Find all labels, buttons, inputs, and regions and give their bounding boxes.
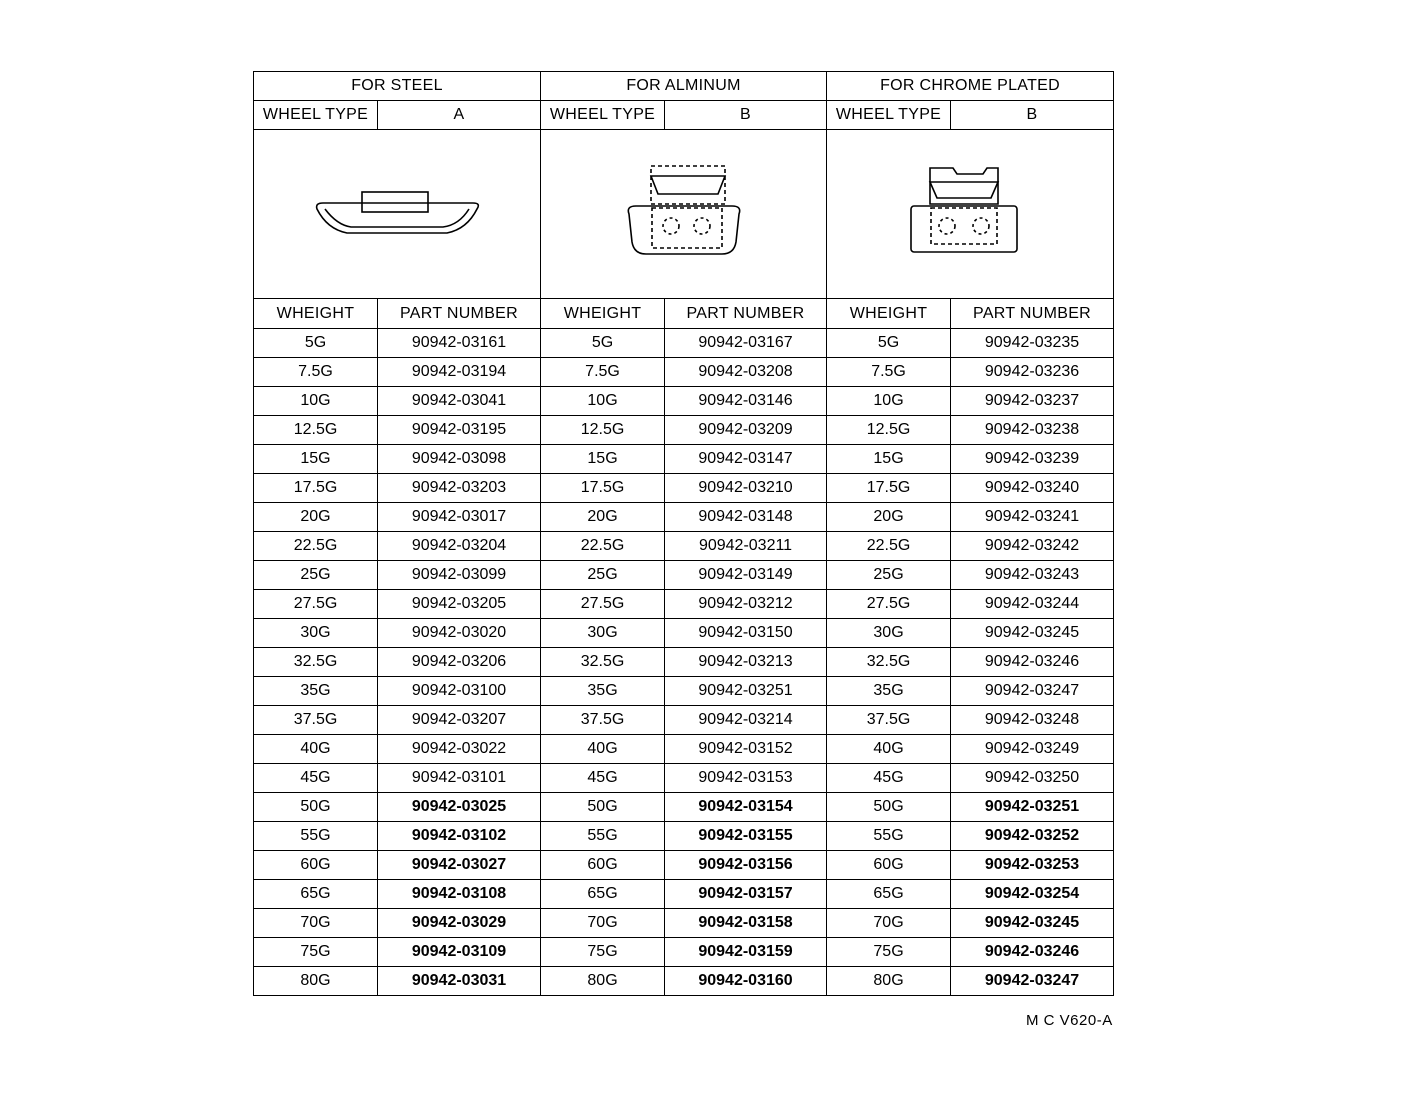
cell-weight-steel: 80G bbox=[254, 967, 378, 996]
cell-weight-steel: 12.5G bbox=[254, 416, 378, 445]
cell-weight-aluminum: 15G bbox=[541, 445, 665, 474]
cell-part-chrome: 90942-03243 bbox=[951, 561, 1114, 590]
cell-part-chrome: 90942-03235 bbox=[951, 329, 1114, 358]
cell-part-aluminum: 90942-03155 bbox=[665, 822, 827, 851]
cell-part-steel: 90942-03102 bbox=[378, 822, 541, 851]
table-row bbox=[254, 503, 1114, 532]
cell-part-chrome: 90942-03250 bbox=[951, 764, 1114, 793]
table-row bbox=[254, 909, 1114, 938]
cell-weight-chrome: 12.5G bbox=[827, 416, 951, 445]
cell-part-aluminum: 90942-03251 bbox=[665, 677, 827, 706]
figure-cell-chrome bbox=[827, 130, 1114, 299]
wheel-type-label-chrome: WHEEL TYPE bbox=[827, 101, 951, 130]
cell-part-chrome: 90942-03238 bbox=[951, 416, 1114, 445]
drawing-code: M C V620-A bbox=[1026, 1012, 1113, 1029]
cell-weight-aluminum: 75G bbox=[541, 938, 665, 967]
cell-weight-aluminum: 30G bbox=[541, 619, 665, 648]
cell-part-steel: 90942-03206 bbox=[378, 648, 541, 677]
cell-part-aluminum: 90942-03159 bbox=[665, 938, 827, 967]
cell-weight-steel: 17.5G bbox=[254, 474, 378, 503]
cell-part-chrome: 90942-03246 bbox=[951, 938, 1114, 967]
cell-weight-steel: 65G bbox=[254, 880, 378, 909]
cell-part-steel: 90942-03195 bbox=[378, 416, 541, 445]
cell-part-aluminum: 90942-03154 bbox=[665, 793, 827, 822]
cell-weight-aluminum: 27.5G bbox=[541, 590, 665, 619]
cell-weight-aluminum: 12.5G bbox=[541, 416, 665, 445]
cell-part-steel: 90942-03029 bbox=[378, 909, 541, 938]
chrome-clip-weight-figure bbox=[905, 164, 1035, 264]
cell-weight-chrome: 20G bbox=[827, 503, 951, 532]
cell-weight-chrome: 35G bbox=[827, 677, 951, 706]
cell-weight-aluminum: 55G bbox=[541, 822, 665, 851]
chrome-weight-hole-right bbox=[973, 218, 989, 234]
cell-weight-chrome: 15G bbox=[827, 445, 951, 474]
table-row bbox=[254, 561, 1114, 590]
cell-weight-chrome: 25G bbox=[827, 561, 951, 590]
cell-weight-steel: 15G bbox=[254, 445, 378, 474]
cell-weight-chrome: 17.5G bbox=[827, 474, 951, 503]
cell-part-chrome: 90942-03253 bbox=[951, 851, 1114, 880]
cell-part-steel: 90942-03098 bbox=[378, 445, 541, 474]
cell-weight-aluminum: 10G bbox=[541, 387, 665, 416]
cell-part-chrome: 90942-03252 bbox=[951, 822, 1114, 851]
cell-part-aluminum: 90942-03148 bbox=[665, 503, 827, 532]
cell-weight-chrome: 75G bbox=[827, 938, 951, 967]
cell-weight-chrome: 50G bbox=[827, 793, 951, 822]
col-header-part-aluminum: PART NUMBER bbox=[665, 299, 827, 329]
table-row bbox=[254, 793, 1114, 822]
table-row bbox=[254, 764, 1114, 793]
chrome-weight-hole-left bbox=[939, 218, 955, 234]
cell-weight-aluminum: 37.5G bbox=[541, 706, 665, 735]
chrome-weight-body bbox=[911, 206, 1017, 252]
cell-part-aluminum: 90942-03167 bbox=[665, 329, 827, 358]
cell-weight-chrome: 7.5G bbox=[827, 358, 951, 387]
table-row bbox=[254, 358, 1114, 387]
table-row bbox=[254, 532, 1114, 561]
cell-weight-steel: 22.5G bbox=[254, 532, 378, 561]
cell-part-chrome: 90942-03237 bbox=[951, 387, 1114, 416]
cell-part-aluminum: 90942-03147 bbox=[665, 445, 827, 474]
cell-weight-steel: 70G bbox=[254, 909, 378, 938]
cell-weight-chrome: 40G bbox=[827, 735, 951, 764]
cell-weight-steel: 75G bbox=[254, 938, 378, 967]
steel-weight-clip bbox=[362, 192, 428, 212]
col-header-part-steel: PART NUMBER bbox=[378, 299, 541, 329]
cell-weight-steel: 30G bbox=[254, 619, 378, 648]
cell-part-aluminum: 90942-03146 bbox=[665, 387, 827, 416]
cell-weight-aluminum: 22.5G bbox=[541, 532, 665, 561]
cell-weight-steel: 7.5G bbox=[254, 358, 378, 387]
cell-weight-chrome: 22.5G bbox=[827, 532, 951, 561]
cell-part-chrome: 90942-03254 bbox=[951, 880, 1114, 909]
cell-part-steel: 90942-03204 bbox=[378, 532, 541, 561]
cell-part-chrome: 90942-03244 bbox=[951, 590, 1114, 619]
cell-part-aluminum: 90942-03214 bbox=[665, 706, 827, 735]
figure-row bbox=[254, 130, 1114, 299]
cell-part-steel: 90942-03031 bbox=[378, 967, 541, 996]
table-row bbox=[254, 590, 1114, 619]
cell-part-chrome: 90942-03242 bbox=[951, 532, 1114, 561]
chrome-weight-pocket bbox=[931, 208, 997, 244]
table-row bbox=[254, 648, 1114, 677]
figure-cell-steel bbox=[254, 130, 541, 299]
cell-weight-aluminum: 50G bbox=[541, 793, 665, 822]
alloy-weight-clip bbox=[651, 166, 725, 204]
cell-part-chrome: 90942-03247 bbox=[951, 967, 1114, 996]
cell-part-chrome: 90942-03248 bbox=[951, 706, 1114, 735]
cell-part-steel: 90942-03101 bbox=[378, 764, 541, 793]
cell-weight-aluminum: 20G bbox=[541, 503, 665, 532]
cell-part-chrome: 90942-03236 bbox=[951, 358, 1114, 387]
cell-weight-aluminum: 40G bbox=[541, 735, 665, 764]
cell-weight-steel: 5G bbox=[254, 329, 378, 358]
cell-weight-chrome: 65G bbox=[827, 880, 951, 909]
table-row bbox=[254, 416, 1114, 445]
alloy-weight-hole-left bbox=[663, 218, 679, 234]
cell-part-aluminum: 90942-03209 bbox=[665, 416, 827, 445]
alloy-weight-body bbox=[628, 206, 739, 254]
cell-weight-chrome: 55G bbox=[827, 822, 951, 851]
cell-weight-chrome: 30G bbox=[827, 619, 951, 648]
cell-weight-aluminum: 60G bbox=[541, 851, 665, 880]
cell-weight-aluminum: 80G bbox=[541, 967, 665, 996]
cell-part-aluminum: 90942-03208 bbox=[665, 358, 827, 387]
cell-part-steel: 90942-03020 bbox=[378, 619, 541, 648]
cell-weight-chrome: 5G bbox=[827, 329, 951, 358]
table-row bbox=[254, 677, 1114, 706]
cell-weight-steel: 45G bbox=[254, 764, 378, 793]
table-row bbox=[254, 822, 1114, 851]
col-header-part-chrome: PART NUMBER bbox=[951, 299, 1114, 329]
group-header-steel: FOR STEEL bbox=[254, 72, 541, 101]
cell-part-steel: 90942-03022 bbox=[378, 735, 541, 764]
cell-weight-steel: 40G bbox=[254, 735, 378, 764]
cell-part-chrome: 90942-03247 bbox=[951, 677, 1114, 706]
alloy-weight-pocket bbox=[652, 208, 722, 248]
alloy-weight-hole-right bbox=[694, 218, 710, 234]
steel-clip-weight-figure bbox=[307, 169, 487, 259]
wheel-type-label-steel: WHEEL TYPE bbox=[254, 101, 378, 130]
cell-part-steel: 90942-03017 bbox=[378, 503, 541, 532]
cell-weight-aluminum: 32.5G bbox=[541, 648, 665, 677]
cell-part-steel: 90942-03161 bbox=[378, 329, 541, 358]
cell-weight-steel: 25G bbox=[254, 561, 378, 590]
cell-weight-steel: 35G bbox=[254, 677, 378, 706]
cell-weight-chrome: 27.5G bbox=[827, 590, 951, 619]
wheel-type-label-aluminum: WHEEL TYPE bbox=[541, 101, 665, 130]
alloy-clip-weight-figure bbox=[614, 164, 754, 264]
cell-part-aluminum: 90942-03152 bbox=[665, 735, 827, 764]
cell-part-aluminum: 90942-03156 bbox=[665, 851, 827, 880]
cell-weight-chrome: 37.5G bbox=[827, 706, 951, 735]
cell-weight-aluminum: 65G bbox=[541, 880, 665, 909]
table-row bbox=[254, 706, 1114, 735]
cell-part-aluminum: 90942-03211 bbox=[665, 532, 827, 561]
cell-part-steel: 90942-03203 bbox=[378, 474, 541, 503]
cell-part-aluminum: 90942-03213 bbox=[665, 648, 827, 677]
cell-part-chrome: 90942-03251 bbox=[951, 793, 1114, 822]
chrome-weight-clip-top bbox=[930, 182, 998, 198]
cell-part-steel: 90942-03194 bbox=[378, 358, 541, 387]
part-rows bbox=[254, 329, 1114, 996]
wheel-weight-part-table bbox=[253, 71, 1114, 996]
table-row bbox=[254, 445, 1114, 474]
cell-weight-chrome: 60G bbox=[827, 851, 951, 880]
cell-weight-steel: 10G bbox=[254, 387, 378, 416]
cell-weight-aluminum: 45G bbox=[541, 764, 665, 793]
figure-cell-aluminum bbox=[541, 130, 827, 299]
cell-weight-aluminum: 7.5G bbox=[541, 358, 665, 387]
cell-weight-chrome: 10G bbox=[827, 387, 951, 416]
cell-part-chrome: 90942-03246 bbox=[951, 648, 1114, 677]
cell-weight-steel: 55G bbox=[254, 822, 378, 851]
cell-weight-chrome: 32.5G bbox=[827, 648, 951, 677]
table-row bbox=[254, 735, 1114, 764]
group-header-row bbox=[254, 72, 1114, 101]
cell-part-aluminum: 90942-03157 bbox=[665, 880, 827, 909]
cell-part-steel: 90942-03027 bbox=[378, 851, 541, 880]
cell-part-aluminum: 90942-03158 bbox=[665, 909, 827, 938]
alloy-weight-clip-top bbox=[651, 176, 725, 194]
cell-weight-aluminum: 25G bbox=[541, 561, 665, 590]
cell-weight-aluminum: 70G bbox=[541, 909, 665, 938]
wheel-type-value-steel: A bbox=[378, 101, 541, 130]
col-header-weight-steel: WHEIGHT bbox=[254, 299, 378, 329]
column-header-row bbox=[254, 299, 1114, 329]
cell-part-aluminum: 90942-03210 bbox=[665, 474, 827, 503]
cell-weight-steel: 60G bbox=[254, 851, 378, 880]
cell-weight-steel: 37.5G bbox=[254, 706, 378, 735]
cell-part-aluminum: 90942-03150 bbox=[665, 619, 827, 648]
cell-weight-steel: 20G bbox=[254, 503, 378, 532]
wheel-type-value-aluminum: B bbox=[665, 101, 827, 130]
table-row bbox=[254, 474, 1114, 503]
cell-part-aluminum: 90942-03153 bbox=[665, 764, 827, 793]
cell-part-chrome: 90942-03241 bbox=[951, 503, 1114, 532]
cell-part-steel: 90942-03099 bbox=[378, 561, 541, 590]
cell-part-chrome: 90942-03240 bbox=[951, 474, 1114, 503]
group-header-aluminum: FOR ALMINUM bbox=[541, 72, 827, 101]
cell-part-chrome: 90942-03249 bbox=[951, 735, 1114, 764]
table-row bbox=[254, 387, 1114, 416]
cell-weight-aluminum: 35G bbox=[541, 677, 665, 706]
col-header-weight-aluminum: WHEIGHT bbox=[541, 299, 665, 329]
cell-weight-aluminum: 5G bbox=[541, 329, 665, 358]
cell-part-chrome: 90942-03245 bbox=[951, 909, 1114, 938]
cell-weight-chrome: 80G bbox=[827, 967, 951, 996]
table-row bbox=[254, 329, 1114, 358]
table-row bbox=[254, 938, 1114, 967]
cell-part-aluminum: 90942-03160 bbox=[665, 967, 827, 996]
steel-weight-body bbox=[317, 203, 479, 233]
table-row bbox=[254, 851, 1114, 880]
cell-weight-steel: 27.5G bbox=[254, 590, 378, 619]
cell-part-aluminum: 90942-03212 bbox=[665, 590, 827, 619]
cell-part-steel: 90942-03205 bbox=[378, 590, 541, 619]
table-row bbox=[254, 880, 1114, 909]
group-header-chrome: FOR CHROME PLATED bbox=[827, 72, 1114, 101]
cell-part-steel: 90942-03207 bbox=[378, 706, 541, 735]
cell-part-steel: 90942-03108 bbox=[378, 880, 541, 909]
table-row bbox=[254, 967, 1114, 996]
cell-part-steel: 90942-03025 bbox=[378, 793, 541, 822]
cell-part-steel: 90942-03100 bbox=[378, 677, 541, 706]
cell-weight-chrome: 45G bbox=[827, 764, 951, 793]
table-row bbox=[254, 619, 1114, 648]
col-header-weight-chrome: WHEIGHT bbox=[827, 299, 951, 329]
cell-weight-steel: 32.5G bbox=[254, 648, 378, 677]
cell-weight-chrome: 70G bbox=[827, 909, 951, 938]
cell-part-chrome: 90942-03245 bbox=[951, 619, 1114, 648]
cell-weight-steel: 50G bbox=[254, 793, 378, 822]
cell-weight-aluminum: 17.5G bbox=[541, 474, 665, 503]
cell-part-steel: 90942-03041 bbox=[378, 387, 541, 416]
cell-part-aluminum: 90942-03149 bbox=[665, 561, 827, 590]
wheel-type-row bbox=[254, 101, 1114, 130]
cell-part-steel: 90942-03109 bbox=[378, 938, 541, 967]
cell-part-chrome: 90942-03239 bbox=[951, 445, 1114, 474]
wheel-type-value-chrome: B bbox=[951, 101, 1114, 130]
